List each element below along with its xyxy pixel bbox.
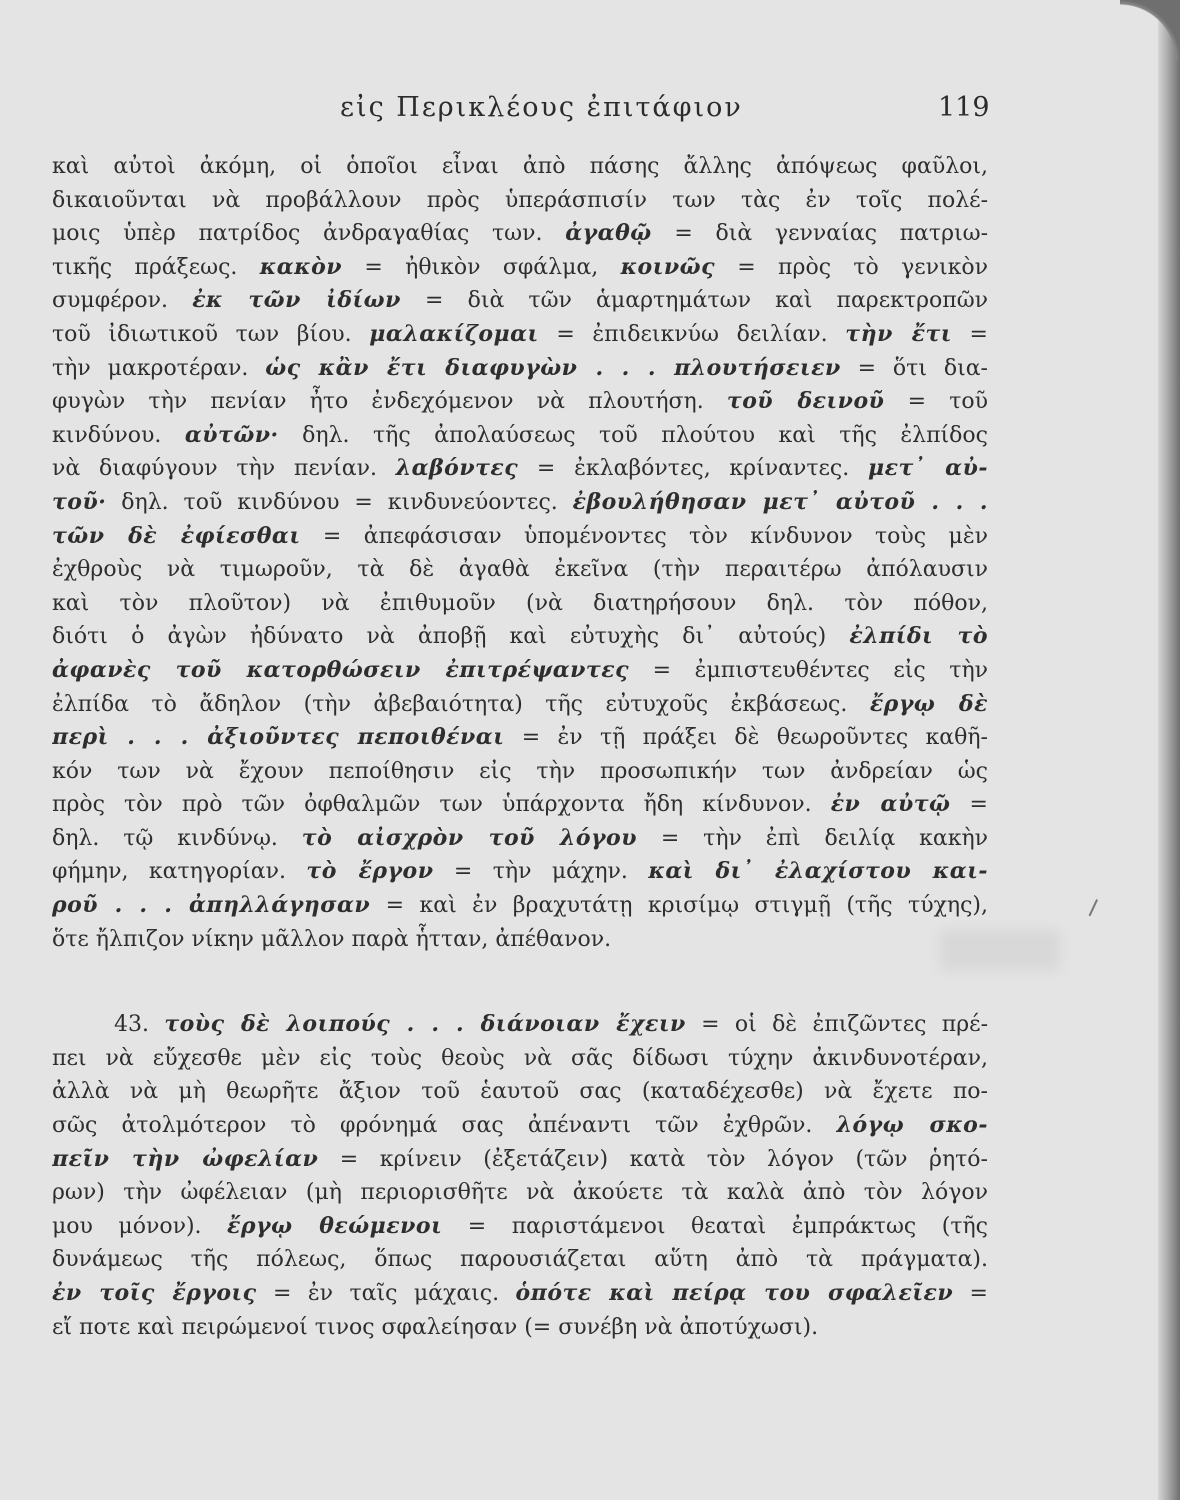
gloss-text: ἐχθροὺς νὰ τιμωροῦν, τὰ δὲ ἀγαθὰ ἐκεῖνα (τὴν περαιτέρω ἀπόλαυσιν [52,557,988,583]
gloss-text: διότι ὁ ἀγὼν ἠδύνατο νὰ ἀποβῇ καὶ εὐτυχὴς δι᾽ αὐτούς) [52,624,850,650]
gloss-text: νὰ διαφύγουν τὴν πενίαν. [52,456,396,482]
text-line [52,251,988,285]
lemma-text: πεῖν τὴν ὠφελίαν [52,1145,319,1172]
gloss-text: = [950,792,988,818]
gloss-text: φήμην, κατηγορίαν. [52,859,307,885]
text-line [52,1075,988,1109]
text-line [52,1311,988,1345]
gloss-text: = κρίνειν (ἐξετάζειν) κατὰ τὸν λόγον (τῶν ῥητό- [318,1146,988,1172]
gloss-text: = τὴν ἐπὶ δειλίᾳ κακὴν [637,825,988,851]
gloss-text: πει νὰ εὔχεσθε μὲν εἰς τοὺς θεοὺς νὰ σᾶς δίδωσι τύχην ἀκινδυνοτέραν, [52,1045,988,1071]
text-line [52,1008,988,1042]
text-line [52,620,988,654]
lemma-text: τὸ ἔργον [306,858,434,885]
gloss-text: δηλ. τῷ κινδύνῳ. [52,825,302,851]
gloss-text: ἀλλὰ νὰ μὴ θεωρῆτε ἄξιον τοῦ ἑαυτοῦ σας (καταδέχεσθε) νὰ ἔχετε πο- [52,1079,988,1105]
gloss-text: μου μόνον). [52,1213,228,1239]
text-line [52,822,988,856]
gloss-text: τικῆς πράξεως. [52,254,260,280]
gloss-text: = διὰ τῶν ἁμαρτημάτων καὶ παρεκτροπῶν [400,288,988,314]
text-line [52,688,988,722]
scan-smudge [940,930,1060,970]
text-line [52,452,988,486]
paragraph-gap [52,956,988,1008]
text-line [52,1210,988,1244]
gloss-text: = ἐμπιστευθέντες εἰς τὴν [628,657,988,683]
gloss-text: καὶ αὐτοὶ ἀκόμη, οἱ ὁποῖοι εἶναι ἀπὸ πάσης ἄλλης ἀπόψεως φαῦλοι, [52,154,988,179]
text-line [52,486,988,520]
text-line [52,520,988,554]
text-line [52,889,988,923]
text-line [52,352,988,386]
lemma-text: τοῦ δεινοῦ [726,388,885,415]
running-header: εἰς Περικλέους ἐπιτάφιον [340,92,743,123]
lemma-text: τοὺς δὲ λοιπούς . . . διάνοιαν ἔχειν [164,1011,686,1038]
gloss-text: ρων) τὴν ὠφέλειαν (μὴ περιορισθῆτε νὰ ἀκούετε τὰ καλὰ ἀπὸ τὸν λόγον [52,1180,988,1206]
lemma-text: τοῦ· [52,488,107,515]
gloss-text: = οἱ δὲ ἐπιζῶντες πρέ- [685,1012,988,1038]
gloss-text: πρὸς τὸν πρὸ τῶν ὀφθαλμῶν των ὑπάρχοντα ἤδη κίνδυνον. [52,792,831,818]
text-line [52,1243,988,1277]
gloss-text: δηλ. τῆς ἀπολαύσεως τοῦ πλούτου καὶ τῆς ἐλπίδος [278,422,988,448]
text-line [52,217,988,251]
text-line [52,385,988,419]
gloss-text: ὅτε ἤλπιζον νίκην μᾶλλον παρὰ ἧτταν, ἀπέθανον. [52,926,612,952]
gloss-text: = καὶ ἐν βραχυτάτῃ κρισίμῳ στιγμῇ (τῆς τύχης), [370,893,988,919]
lemma-text: ἐκ τῶν ἰδίων [192,287,401,314]
lemma-text: τὴν ἔτι [845,320,952,347]
text-line [52,150,988,184]
lemma-text: ὁπότε καὶ πείρᾳ του σφαλεῖεν [515,1280,954,1306]
gloss-text: δηλ. τοῦ κινδύνου = κινδυνεύοντες. [106,489,573,515]
gloss-text: τὴν μακροτέραν. [52,355,266,381]
paragraph-43 [52,1008,988,1344]
lemma-text: κοινῶς [620,253,715,280]
gloss-text: = [951,321,988,347]
lemma-text: καὶ δι᾽ ἐλαχίστου και- [648,858,988,885]
page-edge-shadow [1158,0,1180,1500]
gloss-text: σῶς ἀτολμότερον τὸ φρόνημά σας ἀπέναντι τῶν ἐχθρῶν. [52,1113,837,1139]
text-line [52,284,988,318]
gloss-text: δυνάμεως τῆς πόλεως, ὅπως παρουσιάζεται αὕτη ἀπὸ τὰ πράγματα). [52,1247,988,1273]
gloss-text: = ἠθικὸν σφάλμα, [342,254,621,280]
gloss-text: = ἐπιδεικνύω δειλίαν. [538,321,846,347]
page-corner-curl [1120,0,1180,60]
text-line [52,721,988,755]
text-line [52,923,988,957]
lemma-text: τῶν δὲ ἐφίεσθαι [52,522,301,549]
gloss-text: = ὅτι δια- [840,355,988,381]
gloss-text: ἐλπίδα τὸ ἄδηλον (τὴν ἀβεβαιότητα) τῆς εὐτυχοῦς ἐκβάσεως. [52,691,870,717]
text-line [52,553,988,587]
lemma-text: περὶ . . . ἀξιοῦντες πεποιθέναι [52,724,505,751]
lemma-text: μετ᾽ αὐ- [867,455,988,482]
text-line [52,1176,988,1210]
lemma-text: λαβόντες [395,455,519,482]
gloss-text: = παριστάμενοι θεαταὶ ἐμπράκτως (τῆς [442,1213,988,1239]
lemma-text: αὐτῶν· [184,421,279,448]
lemma-text: ἀφανὲς τοῦ κατορθώσειν ἐπιτρέψαντες [52,656,629,683]
gloss-text: = ἐν τῇ πράξει δὲ θεωροῦντες καθῆ- [504,725,988,751]
gloss-text: δικαιοῦνται νὰ προβάλλουν πρὸς ὑπεράσπισίν των τὰς ἐν τοῖς πολέ- [52,187,988,213]
text-line [52,1109,988,1143]
page-number: 119 [938,92,990,123]
gloss-text: μοις ὑπὲρ πατρίδος ἀνδραγαθίας των. [52,221,566,247]
lemma-text: ροῦ . . . ἀπηλλάγησαν [52,892,371,919]
gloss-text: φυγὼν τὴν πενίαν ἦτο ἐνδεχόμενον νὰ πλουτήση. [52,389,727,415]
gloss-text: = ἀπεφάσισαν ὑπομένοντες τὸν κίνδυνον τοὺς μὲν [300,523,988,549]
lemma-text: ἀγαθῷ [565,220,652,247]
lemma-text: τὸ αἰσχρὸν τοῦ λόγου [301,824,637,851]
text-line [52,755,988,789]
gloss-text: = ἐκλαβόντες, κρίναντες. [518,456,868,482]
text-line [52,419,988,453]
lemma-text: λόγῳ σκο- [836,1112,988,1139]
gloss-text: συμφέρον. [52,288,193,314]
paragraph-42-continued [52,150,988,956]
gloss-text: κόν των νὰ ἔχουν πεποίθησιν εἰς τὴν προσωπικήν των ἀνδρείαν ὡς [52,758,988,784]
lemma-text: ὡς κἂν ἔτι διαφυγὼν . . . πλουτήσειεν [265,354,841,381]
gloss-text: καὶ τὸν πλοῦτον) νὰ ἐπιθυμοῦν (νὰ διατηρήσουν δηλ. τὸν πόθον, [52,590,988,616]
gloss-text: = [953,1281,988,1306]
gloss-text: = ἐν ταῖς μάχαις. [256,1281,516,1306]
gloss-text: τοῦ ἰδιωτικοῦ των βίου. [52,321,370,347]
text-line [52,587,988,621]
text-line [52,318,988,352]
gloss-text: εἴ ποτε καὶ πειρώμενοί τινος σφαλείησαν (= συνέβη νὰ ἀποτύχωσι). [52,1314,819,1340]
lemma-text: ἐν αὐτῷ [830,791,951,818]
lemma-text: ἐν τοῖς ἔργοις [52,1280,257,1306]
gloss-text: = διὰ γενναίας πατριω- [651,221,988,247]
paragraph-number: 43. [114,1012,165,1038]
lemma-text: κακὸν [259,253,343,280]
text-line [52,184,988,218]
lemma-text: ἔργῳ δὲ [869,690,988,717]
gloss-text: = τὴν μάχην. [433,859,649,885]
text-line [52,1042,988,1076]
lemma-text: ἔργῳ θεώμενοι [227,1212,443,1239]
gloss-text: = τοῦ [884,389,988,415]
text-line [52,788,988,822]
lemma-text: ἐβουλήθησαν μετ᾽ αὐτοῦ . . . [572,488,988,515]
gloss-text: κινδύνου. [52,422,185,448]
text-line [52,1277,988,1311]
margin-pencil-mark [1089,899,1104,919]
text-line [52,654,988,688]
text-line [52,855,988,889]
lemma-text: ἐλπίδι τὸ [849,623,988,650]
text-line [52,1143,988,1177]
gloss-text: = πρὸς τὸ γενικὸν [714,254,988,280]
commentary-text [52,150,988,1344]
lemma-text: μαλακίζομαι [369,320,539,347]
